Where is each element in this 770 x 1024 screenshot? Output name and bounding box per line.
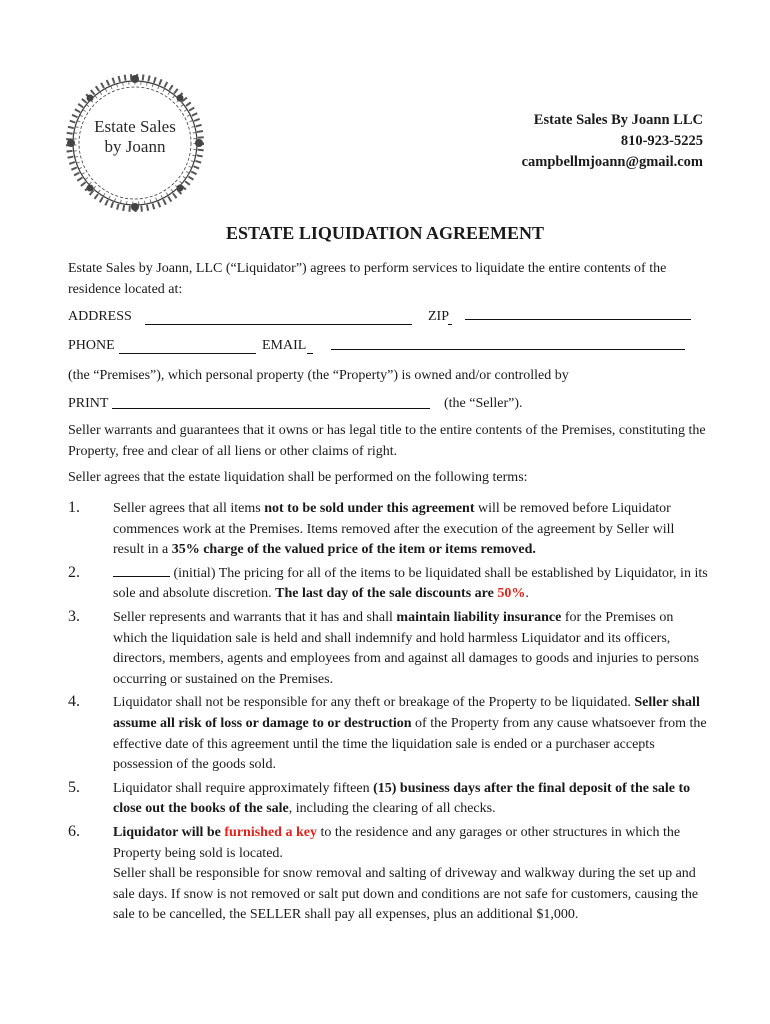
logo-text bbox=[64, 117, 206, 157]
initial-field[interactable] bbox=[113, 564, 170, 577]
key-highlight: furnished a key bbox=[224, 824, 317, 840]
term-5 bbox=[68, 779, 708, 820]
term-text: Seller represents and warrants that it has and shall bbox=[113, 609, 397, 625]
logo-line-2: by Joann bbox=[104, 137, 166, 156]
zip-field[interactable] bbox=[465, 319, 691, 320]
term-3 bbox=[68, 608, 708, 690]
term-number: 3. bbox=[68, 607, 80, 625]
intro-paragraph: Estate Sales by Joann, LLC (“Liquidator”) agrees to perform services to liquidate the entire contents of the residence located at: bbox=[68, 261, 667, 297]
term-bold-text: maintain liability insurance bbox=[396, 609, 562, 625]
print-name-field[interactable] bbox=[112, 408, 430, 409]
zip-label: ZIP bbox=[428, 309, 449, 324]
term-text: Seller agrees that all items bbox=[113, 501, 265, 516]
term-number: 5. bbox=[68, 778, 80, 796]
term-text: Liquidator shall not be responsible for any theft or breakage of the Property to be liquidated. bbox=[113, 695, 635, 711]
term-text: (initial) The pricing for all of the items to be liquidated shall be established by Liquidator, in its sole and absolute discretion. bbox=[113, 565, 708, 602]
company-info bbox=[522, 110, 703, 173]
term-text: to the residence and any garages or other structures in which the Property being sold is located. bbox=[113, 824, 681, 861]
terms-list bbox=[68, 499, 708, 929]
zip-underline-stub bbox=[448, 324, 452, 325]
term-text: for the Premises on which the liquidation sale is held and shall indemnify and hold harmless Liquidator and its officers, directors, members, agents and employees from and against all damages to goods and injuries to persons occurring or sustained on the Premises. bbox=[113, 609, 699, 687]
seller-suffix: (the “Seller”). bbox=[444, 396, 523, 411]
logo-line-1: Estate Sales bbox=[94, 117, 176, 136]
term-number: 2. bbox=[68, 563, 80, 581]
term-text: , including the clearing of all checks. bbox=[288, 801, 496, 817]
term-text: will be removed before Liquidator commences work at the Premises. Items removed after the execution of the agreement by Seller will result in a bbox=[113, 501, 675, 558]
premises-text: (the “Premises”), which personal property (the “Property”) is owned and/or controlled by bbox=[68, 368, 569, 383]
company-name: Estate Sales By Joann LLC bbox=[533, 112, 703, 128]
document-title: ESTATE LIQUIDATION AGREEMENT bbox=[225, 223, 545, 243]
term-bold-text: not to be sold under this agreement bbox=[264, 501, 475, 516]
email-field[interactable] bbox=[331, 349, 685, 350]
term-2 bbox=[68, 564, 708, 605]
term-bold-text: 35% charge of the valued price of the item or items removed. bbox=[171, 542, 536, 558]
company-phone: 810-923-5225 bbox=[620, 133, 703, 149]
term-bold-text: (15) business days after the final deposit of the sale to close out the books of the sale bbox=[113, 780, 691, 817]
print-label: PRINT bbox=[68, 396, 109, 411]
email-label: EMAIL bbox=[262, 338, 307, 353]
company-email: campbellmjoann@gmail.com bbox=[521, 154, 703, 170]
snow-removal-clause: Seller shall be responsible for snow removal and salting of driveway and walkway during the set up and sale days. If snow is not removed or salt put down and conditions are not safe for customers, causing the sale to be cancelled, the SELLER shall pay all expenses, plus an additional $1,000. bbox=[113, 866, 699, 923]
address-label: ADDRESS bbox=[68, 309, 132, 324]
term-1 bbox=[68, 499, 708, 561]
email-underline-stub bbox=[307, 353, 313, 354]
phone-field[interactable] bbox=[119, 353, 256, 354]
discount-percent: 50% bbox=[497, 586, 526, 602]
term-bold-text: The last day of the sale discounts are bbox=[275, 586, 498, 602]
term-bold-text: Seller shall assume all risk of loss or damage to or destruction bbox=[113, 695, 700, 731]
warranty-paragraph: Seller warrants and guarantees that it owns or has legal title to the entire contents of the Premises, constituting the Property, free and clear of all liens or other claims of right. bbox=[68, 423, 706, 459]
terms-intro: Seller agrees that the estate liquidation shall be performed on the following terms: bbox=[68, 470, 528, 485]
phone-label: PHONE bbox=[68, 338, 115, 353]
term-text: Liquidator shall require approximately fifteen bbox=[113, 780, 374, 796]
term-bold-text: Liquidator will be bbox=[113, 824, 225, 840]
term-number: 4. bbox=[68, 693, 80, 711]
term-text: . bbox=[525, 586, 529, 602]
term-text: of the Property from any cause whatsoever from the effective date of this agreement until the time the liquidation sale is ended or a purchaser accepts possession of the goods sold. bbox=[113, 715, 707, 773]
term-number: 6. bbox=[68, 822, 80, 840]
term-4 bbox=[68, 693, 708, 775]
address-field[interactable] bbox=[145, 324, 412, 325]
company-logo bbox=[64, 72, 206, 214]
term-number: 1. bbox=[68, 499, 80, 516]
term-6 bbox=[68, 823, 708, 926]
